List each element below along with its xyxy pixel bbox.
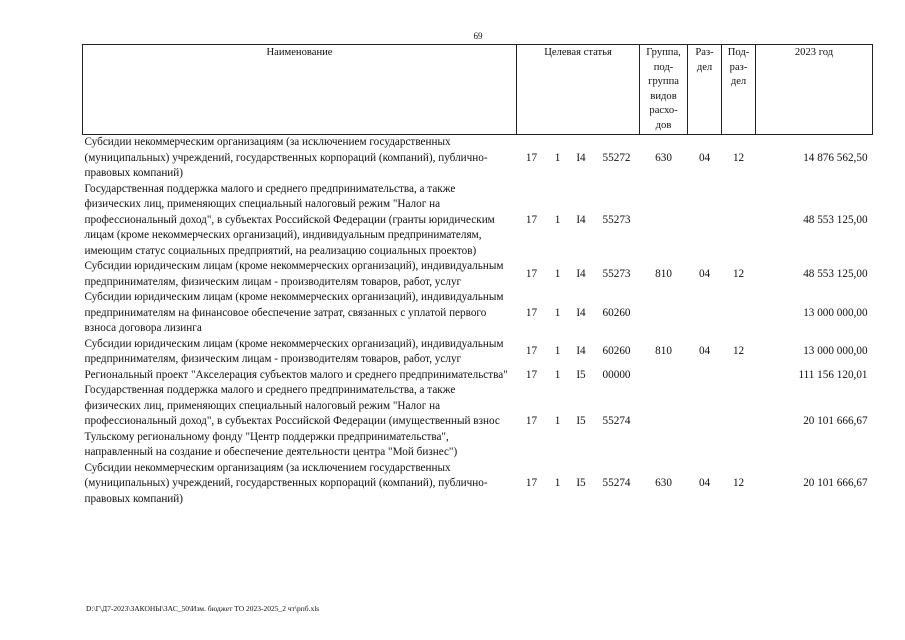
subsection-code bbox=[722, 383, 756, 461]
target-code-4: 60260 bbox=[602, 306, 631, 319]
table-row bbox=[83, 259, 873, 290]
subsection-code: 12 bbox=[732, 267, 745, 280]
header-group: Группа, под- группа видов расхо- дов bbox=[640, 45, 688, 135]
row-name: Региональный проект "Акселерация субъектов малого и среднего предпринимательства" bbox=[84, 368, 508, 381]
section-code bbox=[688, 182, 722, 260]
row-name: Субсидии юридическим лицам (кроме некоммерческих организаций), индивидуальным предпринимателям, физическим лицам - производителям товаров, работ, услуг bbox=[84, 260, 504, 288]
amount-2023: 13 000 000,00 bbox=[803, 345, 868, 358]
amount-2023: 111 156 120,01 bbox=[798, 368, 868, 381]
target-code-3: I4 bbox=[576, 213, 586, 226]
target-code-1: 17 bbox=[525, 306, 538, 319]
target-code-2: 1 bbox=[554, 477, 561, 489]
target-code-1: 17 bbox=[525, 267, 538, 280]
target-code-2: 1 bbox=[554, 368, 561, 381]
target-code-2: 1 bbox=[554, 151, 561, 164]
target-code-4: 55273 bbox=[602, 213, 631, 226]
table-row bbox=[83, 290, 873, 337]
target-code-1: 17 bbox=[525, 415, 538, 427]
table-row bbox=[83, 368, 873, 384]
subsection-code bbox=[722, 368, 756, 384]
table-row bbox=[83, 337, 873, 368]
section-code: 04 bbox=[698, 477, 711, 489]
expense-group bbox=[640, 383, 688, 461]
target-code-2: 1 bbox=[554, 306, 561, 319]
header-year: 2023 год bbox=[756, 45, 873, 135]
table-row bbox=[83, 182, 873, 260]
amount-2023: 48 553 125,00 bbox=[803, 213, 868, 226]
amount-2023: 13 000 000,00 bbox=[803, 306, 868, 319]
target-code-2: 1 bbox=[554, 415, 561, 427]
target-code-1: 17 bbox=[525, 368, 538, 381]
target-code-2: 1 bbox=[554, 345, 561, 358]
header-row bbox=[83, 45, 873, 135]
expense-group: 810 bbox=[655, 267, 672, 280]
section-code: 04 bbox=[698, 267, 711, 280]
target-code-1: 17 bbox=[525, 345, 538, 358]
header-section: Раз- дел bbox=[688, 45, 722, 135]
subsection-code: 12 bbox=[732, 477, 745, 489]
amount-2023: 48 553 125,00 bbox=[803, 267, 868, 280]
section-code bbox=[688, 290, 722, 337]
expense-group bbox=[640, 368, 688, 384]
expense-group: 630 bbox=[655, 151, 672, 164]
expense-group: 810 bbox=[655, 345, 672, 358]
section-code: 04 bbox=[698, 345, 711, 358]
budget-table bbox=[82, 44, 873, 507]
expense-group bbox=[640, 182, 688, 260]
amount-2023: 20 101 666,67 bbox=[803, 415, 868, 427]
target-code-3: I5 bbox=[576, 368, 586, 381]
subsection-code bbox=[722, 182, 756, 260]
target-code-1: 17 bbox=[525, 477, 538, 489]
amount-2023: 14 876 562,50 bbox=[803, 151, 868, 164]
expense-group bbox=[640, 290, 688, 337]
target-code-3: I4 bbox=[576, 306, 586, 319]
target-code-4: 55272 bbox=[602, 151, 631, 164]
table-row bbox=[83, 461, 873, 508]
header-subsection: Под- раз- дел bbox=[722, 45, 756, 135]
section-code bbox=[688, 383, 722, 461]
row-name: Субсидии некоммерческим организациям (за исключением государственных (муниципальных) учреждений, государственных корпораций (компаний), публично-правовых компаний) bbox=[84, 461, 488, 505]
target-code-2: 1 bbox=[554, 213, 561, 226]
target-code-3: I4 bbox=[576, 345, 586, 358]
section-code bbox=[688, 368, 722, 384]
subsection-code: 12 bbox=[732, 345, 745, 358]
row-name: Субсидии юридическим лицам (кроме некоммерческих организаций), индивидуальным предпринимателям на финансовое обеспечение затрат, связанных с уплатой первого взноса договора лизинга bbox=[84, 291, 504, 334]
subsection-code bbox=[722, 290, 756, 337]
row-name: Субсидии некоммерческим организациям (за исключением государственных (муниципальных) учреждений, государственных корпораций (компаний), публично-правовых компаний) bbox=[84, 136, 488, 179]
table-body bbox=[83, 135, 873, 508]
page-number: 69 bbox=[473, 31, 483, 41]
target-code-3: I4 bbox=[576, 267, 586, 280]
expense-group: 630 bbox=[655, 477, 672, 489]
target-code-2: 1 bbox=[554, 267, 561, 280]
section-code: 04 bbox=[698, 151, 711, 164]
header-target-article: Целевая статья bbox=[517, 45, 640, 135]
target-code-3: I4 bbox=[576, 151, 586, 164]
row-name: Субсидии юридическим лицам (кроме некоммерческих организаций), индивидуальным предпринимателям, физическим лицам - производителям товаров, работ, услуг bbox=[84, 337, 504, 365]
header-name: Наименование bbox=[83, 45, 517, 135]
amount-2023: 20 101 666,67 bbox=[803, 477, 868, 489]
row-name: Государственная поддержка малого и среднего предпринимательства, а также физических лиц, применяющих специальный налоговый режим "Налог на профессиональный доход", в субъектах Российской Федерации (имущественный взнос Тульскому региональному фонду "Центр поддержки предпринимательства", направленный на создание и обеспечение деятельности центра "Мой бизнес") bbox=[84, 384, 500, 458]
target-code-4: 00000 bbox=[602, 368, 631, 381]
table-row bbox=[83, 383, 873, 461]
row-name: Государственная поддержка малого и среднего предпринимательства, а также физических лиц, применяющих специальный налоговый режим "Налог на профессиональный доход", в субъектах Российской Федерации (гранты юридическим лицам (кроме некоммерческих организаций), индивидуальным предпринимателям, имеющим статус социальных предприятий, на реализацию социальных проектов) bbox=[84, 182, 495, 257]
table-row bbox=[83, 135, 873, 182]
target-code-4: 55274 bbox=[602, 477, 631, 489]
target-code-4: 55274 bbox=[602, 415, 631, 427]
footer-file-path: D:\Г\Д7-2023\ЗАКОНЫ\ЗАС_50\Изм. бюджет ТО 2023-2025_2 чт\рпб.xls bbox=[86, 604, 320, 613]
target-code-1: 17 bbox=[525, 151, 538, 164]
target-code-1: 17 bbox=[525, 213, 538, 226]
target-code-3: I5 bbox=[576, 415, 586, 427]
target-code-4: 60260 bbox=[602, 345, 631, 358]
subsection-code: 12 bbox=[732, 151, 745, 164]
target-code-3: I5 bbox=[576, 477, 586, 489]
target-code-4: 55273 bbox=[602, 267, 631, 280]
